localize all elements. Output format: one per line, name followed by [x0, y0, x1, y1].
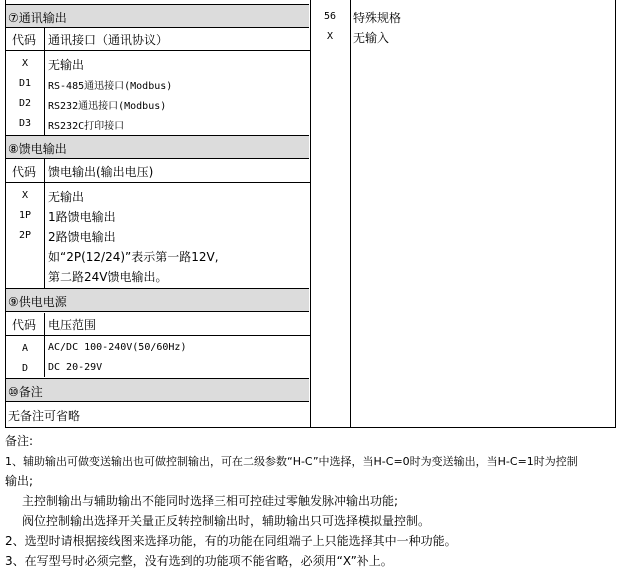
notes-heading: 备注: — [5, 434, 34, 448]
s8-desc-1: 1路馈电输出 — [48, 210, 116, 224]
s8-code-0: X — [21, 190, 29, 201]
right-code-0: 56 — [323, 11, 337, 22]
section-9-code-header: 代码 — [12, 318, 37, 332]
notes-line-1: 1、辅助输出可做变送输出也可做控制输出，可在二级参数“H-C”中选择，当H-C=0时为变送输出，当H-C=1时为控制 — [5, 455, 578, 468]
section-10-title: ⑩备注 — [8, 385, 43, 399]
s7-desc-1: RS-485通迅接口(Modbus) — [48, 81, 173, 92]
s7-desc-2: RS232通迅接口(Modbus) — [48, 101, 167, 112]
section-7-title: ⑦通讯输出 — [8, 11, 67, 25]
code-column-divider — [44, 28, 45, 290]
s9-desc-0: AC/DC 100-240V(50/60Hz) — [48, 342, 187, 353]
section-9-title: ⑨供电电源 — [8, 295, 67, 309]
right-code-1: X — [326, 31, 334, 42]
left-table-right-border — [310, 0, 311, 428]
s8-desc-4: 第二路24V馈电输出。 — [48, 270, 168, 284]
s8-code-2: 2P — [18, 230, 32, 241]
s9-code-0: A — [21, 343, 29, 354]
section-9-header — [6, 288, 309, 312]
notes-line-1b: 输出; — [5, 474, 34, 488]
notes-line-2: 主控制输出与辅助输出不能同时选择三相可控硅过零触发脉冲输出功能; — [22, 494, 399, 508]
s7-code-2: D2 — [18, 98, 32, 109]
section-8-desc-header: 馈电输出(输出电压) — [48, 165, 154, 179]
section-10-text: 无备注可省略 — [8, 409, 81, 423]
section-8-code-header: 代码 — [12, 165, 37, 179]
s7-code-3: D3 — [18, 118, 32, 129]
section-9-desc-header: 电压范围 — [48, 318, 97, 332]
section-7-header — [6, 4, 309, 28]
notes-line-4: 2、选型时请根据接线图来选择功能，有的功能在同组端子上只能选择其中一种功能。 — [5, 534, 457, 548]
s7-code-1: D1 — [18, 78, 32, 89]
s8-desc-3: 如“2P(12/24)”表示第一路12V, — [48, 250, 219, 264]
s8-desc-2: 2路馈电输出 — [48, 230, 116, 244]
section-8-header-line — [6, 182, 310, 183]
section-8-title: ⑧馈电输出 — [8, 142, 67, 156]
section-7-header-line — [6, 50, 310, 51]
s8-desc-0: 无输出 — [48, 190, 85, 204]
right-desc-0: 特殊规格 — [353, 11, 402, 25]
right-code-divider — [350, 0, 351, 428]
code-column-divider-2 — [44, 313, 45, 377]
notes-line-3: 阀位控制输出选择开关量正反转控制输出时，辅助输出只可选择模拟量控制。 — [22, 514, 431, 528]
s7-desc-3: RS232C打印接口 — [48, 121, 125, 132]
section-8-header — [6, 135, 309, 159]
section-7-code-header: 代码 — [12, 33, 37, 47]
s8-code-1: 1P — [18, 210, 32, 221]
s9-desc-1: DC 20-29V — [48, 362, 103, 373]
section-10-header — [6, 378, 309, 402]
section-9-header-line — [6, 335, 310, 336]
notes-line-5: 3、在写型号时必须完整，没有选到的功能项不能省略，必须用“X”补上。 — [5, 554, 393, 568]
s9-code-1: D — [21, 363, 29, 374]
right-desc-1: 无输入 — [353, 31, 390, 45]
s7-desc-0: 无输出 — [48, 58, 85, 72]
s7-code-0: X — [21, 58, 29, 69]
section-7-desc-header: 通讯接口（通讯协议） — [48, 33, 169, 47]
